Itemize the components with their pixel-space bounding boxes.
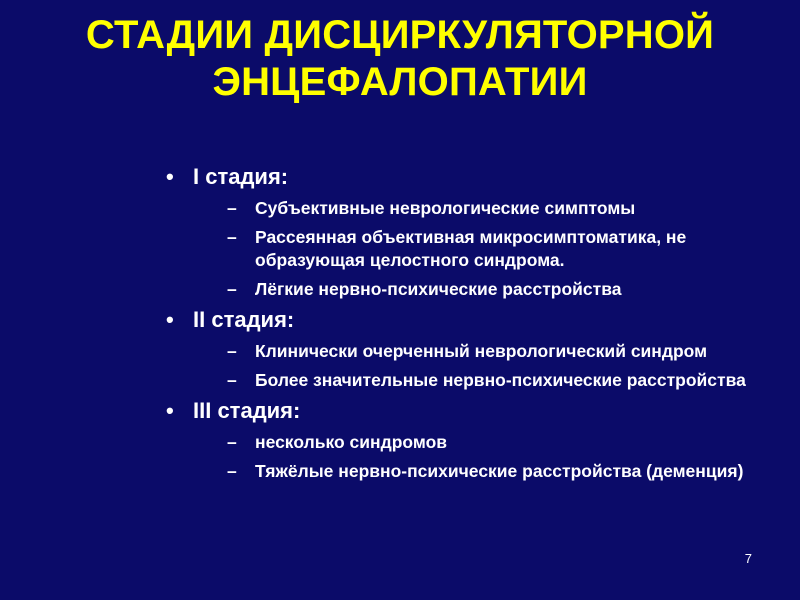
dash-icon: – [227, 279, 237, 299]
list-item-text: Тяжёлые нервно-психические расстройства (деменция) [255, 461, 744, 481]
title-line-1: СТАДИИ ДИСЦИРКУЛЯТОРНОЙ [85, 13, 715, 57]
list-item [193, 431, 755, 454]
stage-label: II стадия: [193, 307, 295, 332]
dash-icon: – [227, 341, 237, 361]
stage-3 [166, 398, 766, 483]
list-item-text: Клинически очерченный неврологический синдром [255, 341, 708, 361]
list-item-text: Субъективные неврологические симптомы [255, 198, 636, 218]
list-item [193, 369, 755, 392]
list-item [193, 226, 755, 272]
bullet-icon: • [166, 398, 174, 423]
dash-icon: – [227, 227, 237, 247]
stage-2-items [193, 340, 766, 392]
dash-icon: – [227, 370, 237, 390]
list-item-text: Более значительные нервно-психические расстройства [255, 370, 746, 390]
stage-list [166, 164, 766, 489]
list-item [193, 197, 755, 220]
dash-icon: – [227, 198, 237, 218]
list-item [193, 340, 755, 363]
list-item [193, 460, 755, 483]
title-line-2: ЭНЦЕФАЛОПАТИИ [212, 60, 588, 104]
bullet-icon: • [166, 307, 174, 332]
list-item [193, 278, 755, 301]
page-number: 7 [744, 551, 752, 566]
stage-1 [166, 164, 766, 301]
stage-2 [166, 307, 766, 392]
list-item-text: несколько синдромов [255, 432, 448, 452]
list-item-text: Рассеянная объективная микросимптоматика, не образующая целостного синдрома. [255, 227, 687, 270]
stage-label: I стадия: [193, 164, 289, 189]
dash-icon: – [227, 461, 237, 481]
stage-1-items [193, 197, 766, 301]
stage-label: III стадия: [193, 398, 301, 423]
stage-3-items [193, 431, 766, 483]
slide-title [0, 12, 800, 106]
dash-icon: – [227, 432, 237, 452]
list-item-text: Лёгкие нервно-психические расстройства [255, 279, 622, 299]
bullet-icon: • [166, 164, 174, 189]
